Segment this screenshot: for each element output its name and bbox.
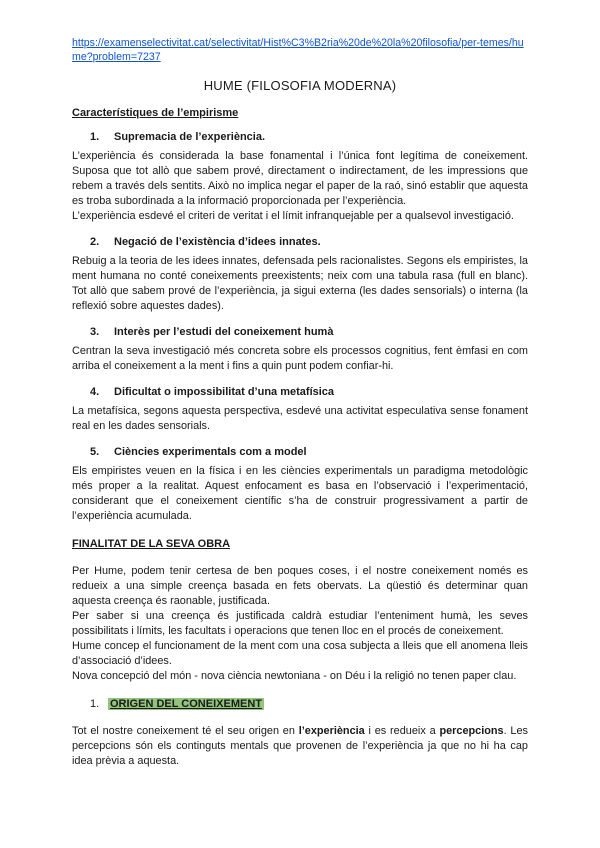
section-number: 1. [90,698,100,710]
origen-text-middle: i es redueix a [364,725,440,737]
section-3-paragraph: Centran la seva investigació més concreta sobre els processos cognitius, fent èmfasi en com arriba el coneixement a la ment i fins a quin punt podem confiar-hi. [72,345,528,372]
section-title-text: Dificultat o impossibilitat d’una metafísica [114,386,335,398]
finalitat-heading: FINALITAT DE LA SEVA OBRA [72,538,231,550]
section-number: 4. [90,386,100,398]
origen-heading [90,698,528,710]
section-5-paragraph: Els empiristes veuen en la física i en les ciències experimentals un paradigma metodològic més proper a la realitat. Aquest enfocament es basa en l’observació i l’experimentació, considerant que el coneixement científic s’ha de construir progressivament a partir de l’experiència acumulada. [72,465,528,522]
section-5-title [90,446,528,458]
section-title-text: Ciències experimentals com a model [114,446,307,458]
section-2-title [90,236,528,248]
empirisme-heading: Característiques de l’empirisme [72,107,239,119]
source-link[interactable]: https://examenselectivitat.cat/selectivitat/Hist%C3%B2ria%20de%20la%20filosofia/per-temes/hume?problem=7237 [72,37,524,63]
section-4-paragraph: La metafísica, segons aquesta perspectiva, esdevé una activitat especulativa sense fonament real en les dades sensorials. [72,405,528,432]
section-title-text: Negació de l’existència d’idees innates. [114,236,321,248]
origen-text-after: . Les percepcions són els continguts mentals que provenen de l’experiència ja que no hi ha cap idea prèvia a aquesta. [72,725,528,767]
finalitat-paragraph: Nova concepció del món - nova ciència newtoniana - on Déu i la religió no tenen paper clau. [72,670,517,682]
section-number: 3. [90,326,100,338]
section-number: 1. [90,131,100,143]
document-title: HUME (FILOSOFIA MODERNA) [203,78,397,93]
origen-bold-experiencia: l’experiència [298,725,365,737]
highlighted-heading-text: ORIGEN DEL CONEIXEMENT [110,698,262,710]
section-2-paragraph: Rebuig a la teoria de les idees innates, defensada pels racionalistes. Segons els empiristes, la ment humana no conté coneixements preexistents; neix com una tabula rasa (full en blanc). Tot allò que sabem prové de l’experiència, ja sigui externa (les dades sensorials) o interna (la reflexió sobre aquestes dades). [72,255,528,312]
section-4-title [90,386,528,398]
section-1-paragraph: L’experiència esdevé el criteri de veritat i el límit infranquejable per a qualsevol investigació. [72,210,514,222]
section-title-text: Supremacia de l’experiència. [114,131,266,143]
finalitat-paragraph: Per Hume, podem tenir certesa de ben poques coses, i el nostre coneixement només es redueix a una simple creença basada en fets obervats. La qüestió és determinar quan aquesta creença és raonable, justificada. [72,565,528,607]
section-title-text: Interès per l’estudi del coneixement humà [114,326,334,338]
section-1-title [90,131,528,143]
origen-paragraph [72,724,528,769]
origen-bold-percepcions: percepcions [439,725,504,737]
section-number: 5. [90,446,100,458]
finalitat-paragraph: Per saber si una creença és justificada caldrà estudiar l’enteniment humà, les seves possibilitats i límits, les facultats i operacions que tenen lloc en el procés de coneixement. [72,610,528,637]
section-1-paragraph: L’experiència és considerada la base fonamental i l’única font legítima de coneixement. Suposa que tot allò que sabem prové, directament o indirectament, de les impressions que rebem a través dels sentits. Això no implica negar el paper de la raó, sinó establir que aquesta es troba subordinada a la informació proporcionada per l’experiència. [72,150,528,207]
finalitat-paragraph: Hume concep el funcionament de la ment com una cosa subjecta a lleis que ell anomena lleis d’associació d’idees. [72,640,528,667]
section-number: 2. [90,236,100,248]
origen-text-before: Tot el nostre coneixement té el seu origen en [72,725,299,737]
section-3-title [90,326,528,338]
